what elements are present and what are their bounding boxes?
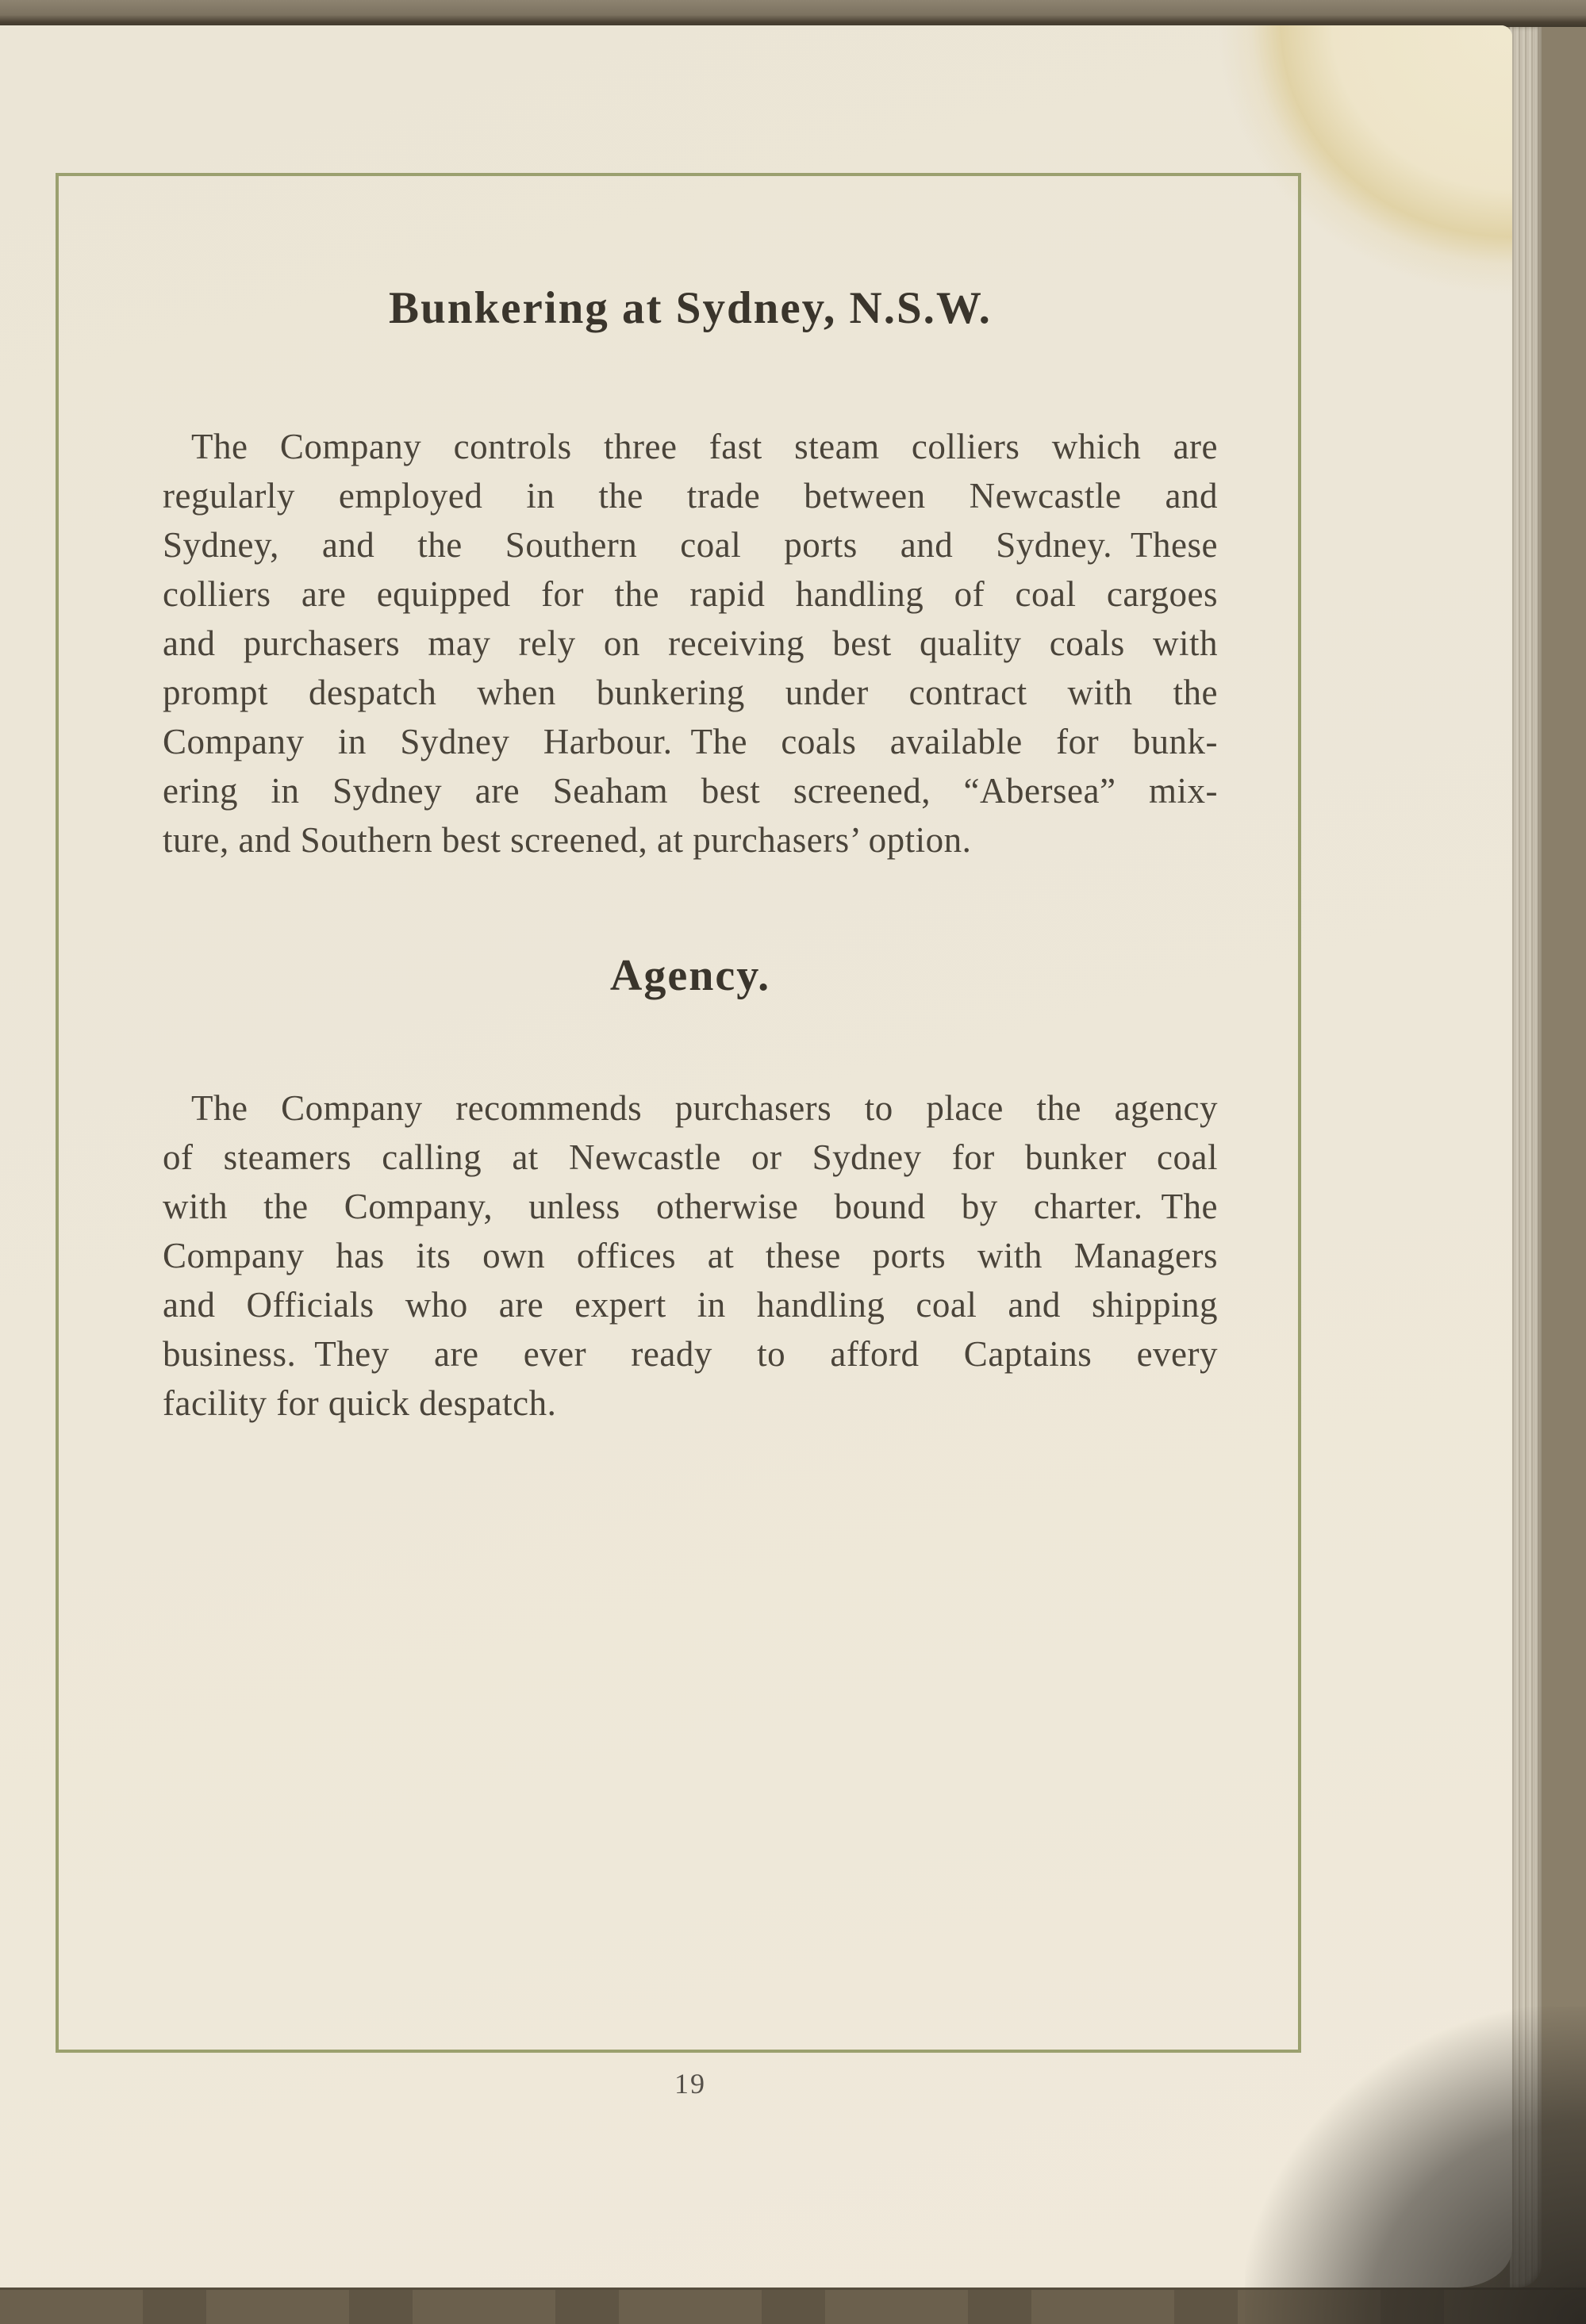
text-line: Sydney, and the Southern coal ports and Sydney. These: [163, 525, 1218, 565]
text-line: colliers are equipped for the rapid handling of coal cargoes: [163, 574, 1218, 614]
paragraph-agency: [163, 1083, 1218, 1428]
text-line: ering in Sydney are Seaham best screened, “Abersea” mix-: [163, 771, 1218, 811]
text-line: business. They are ever ready to afford Captains every: [163, 1334, 1218, 1374]
paragraph-bunkering: [163, 422, 1218, 865]
text-line: of steamers calling at Newcastle or Sydney for bunker coal: [163, 1137, 1218, 1177]
text-line: and purchasers may rely on receiving best quality coals with: [163, 623, 1218, 663]
corner-shadow: [1245, 2007, 1586, 2324]
text-line: facility for quick despatch.: [163, 1383, 557, 1423]
page-title: Bunkering at Sydney, N.S.W.: [389, 283, 992, 333]
text-line: Company in Sydney Harbour. The coals available for bunk-: [163, 722, 1218, 761]
text-line: prompt despatch when bunkering under contract with the: [163, 673, 1218, 712]
text-line: regularly employed in the trade between Newcastle and: [163, 476, 1218, 516]
text-line: with the Company, unless otherwise bound by charter. The: [163, 1187, 1218, 1226]
text-line: The Company recommends purchasers to place the agency: [191, 1088, 1218, 1128]
book-cover-right-edge: [1542, 0, 1586, 2324]
text-line: Company has its own offices at these ports with Managers: [163, 1236, 1218, 1275]
text-line: ture, and Southern best screened, at purchasers’ option.: [163, 820, 972, 860]
page-number: 19: [674, 2068, 706, 2100]
text-block: [163, 0, 1218, 2324]
section-heading-agency: Agency.: [609, 951, 771, 1000]
text-line: The Company controls three fast steam colliers which are: [191, 427, 1218, 466]
text-line: and Officials who are expert in handling coal and shipping: [163, 1285, 1218, 1325]
page-stack-edge: [1510, 27, 1542, 2288]
